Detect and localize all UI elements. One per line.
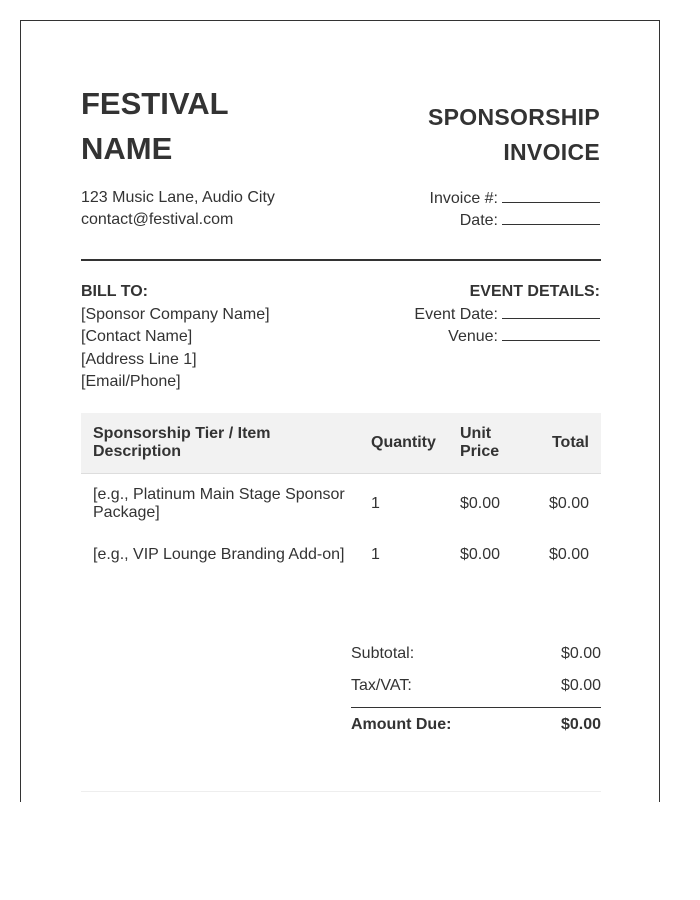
subtotal-value: $0.00 <box>560 645 601 662</box>
tax-value: $0.00 <box>560 677 601 694</box>
header-unit-price: Unit Price <box>448 413 536 474</box>
row-unit-price: $0.00 <box>460 495 501 512</box>
organizer-info <box>81 187 275 231</box>
row-total: $0.00 <box>548 546 589 563</box>
venue-field <box>414 326 600 349</box>
tax-label: Tax/VAT: <box>351 677 412 694</box>
line-items-table <box>81 413 601 576</box>
event-details-heading: EVENT DETAILS: <box>469 283 600 300</box>
amount-due-row <box>351 707 601 744</box>
bill-to-section <box>81 281 270 394</box>
event-date-label: Event Date: <box>414 305 498 323</box>
header-quantity: Quantity <box>359 413 448 474</box>
row-description: [e.g., VIP Lounge Branding Add-on] <box>93 546 345 563</box>
row-quantity: 1 <box>371 546 380 563</box>
event-date-blank <box>502 304 600 319</box>
row-quantity: 1 <box>371 495 380 512</box>
row-unit-price: $0.00 <box>460 546 501 563</box>
row-description: [e.g., Platinum Main Stage Sponsor Package] <box>93 486 345 521</box>
row-total: $0.00 <box>548 495 589 512</box>
venue-label: Venue: <box>448 328 498 345</box>
invoice-date-label: Date: <box>459 212 498 229</box>
tax-row <box>351 673 601 705</box>
invoice-number-blank <box>502 188 600 203</box>
header-divider <box>81 259 601 261</box>
event-date-field <box>414 304 600 327</box>
bill-to-contact: [Contact Name] <box>81 328 193 345</box>
totals-section <box>351 641 601 744</box>
table-header-row <box>81 413 601 474</box>
bill-to-company: [Sponsor Company Name] <box>81 305 270 323</box>
invoice-number-field <box>430 188 600 210</box>
venue-blank <box>502 326 600 341</box>
amount-due-label: Amount Due: <box>351 716 452 733</box>
organizer-address: 123 Music Lane, Audio City <box>81 189 275 206</box>
table-row <box>81 474 601 535</box>
invoice-date-field <box>430 210 600 232</box>
footer-divider <box>81 791 601 792</box>
festival-name: FESTIVAL NAME <box>81 86 228 166</box>
invoice-sheet <box>20 20 660 802</box>
bill-to-address: [Address Line 1] <box>81 350 197 368</box>
header-total: Total <box>536 413 601 474</box>
bill-to-email-phone: [Email/Phone] <box>81 373 181 390</box>
invoice-meta <box>430 188 600 232</box>
header-description: Sponsorship Tier / Item Description <box>81 413 359 474</box>
organizer-email: contact@festival.com <box>81 211 234 228</box>
document-title: SPONSORSHIP INVOICE <box>427 104 600 165</box>
subtotal-row <box>351 641 601 673</box>
amount-due-value: $0.00 <box>560 716 601 733</box>
bill-to-heading: BILL TO: <box>81 283 148 300</box>
table-row <box>81 534 601 576</box>
invoice-number-label: Invoice #: <box>429 190 498 207</box>
invoice-date-blank <box>502 210 600 225</box>
event-details-section <box>414 281 600 349</box>
subtotal-label: Subtotal: <box>351 645 415 662</box>
